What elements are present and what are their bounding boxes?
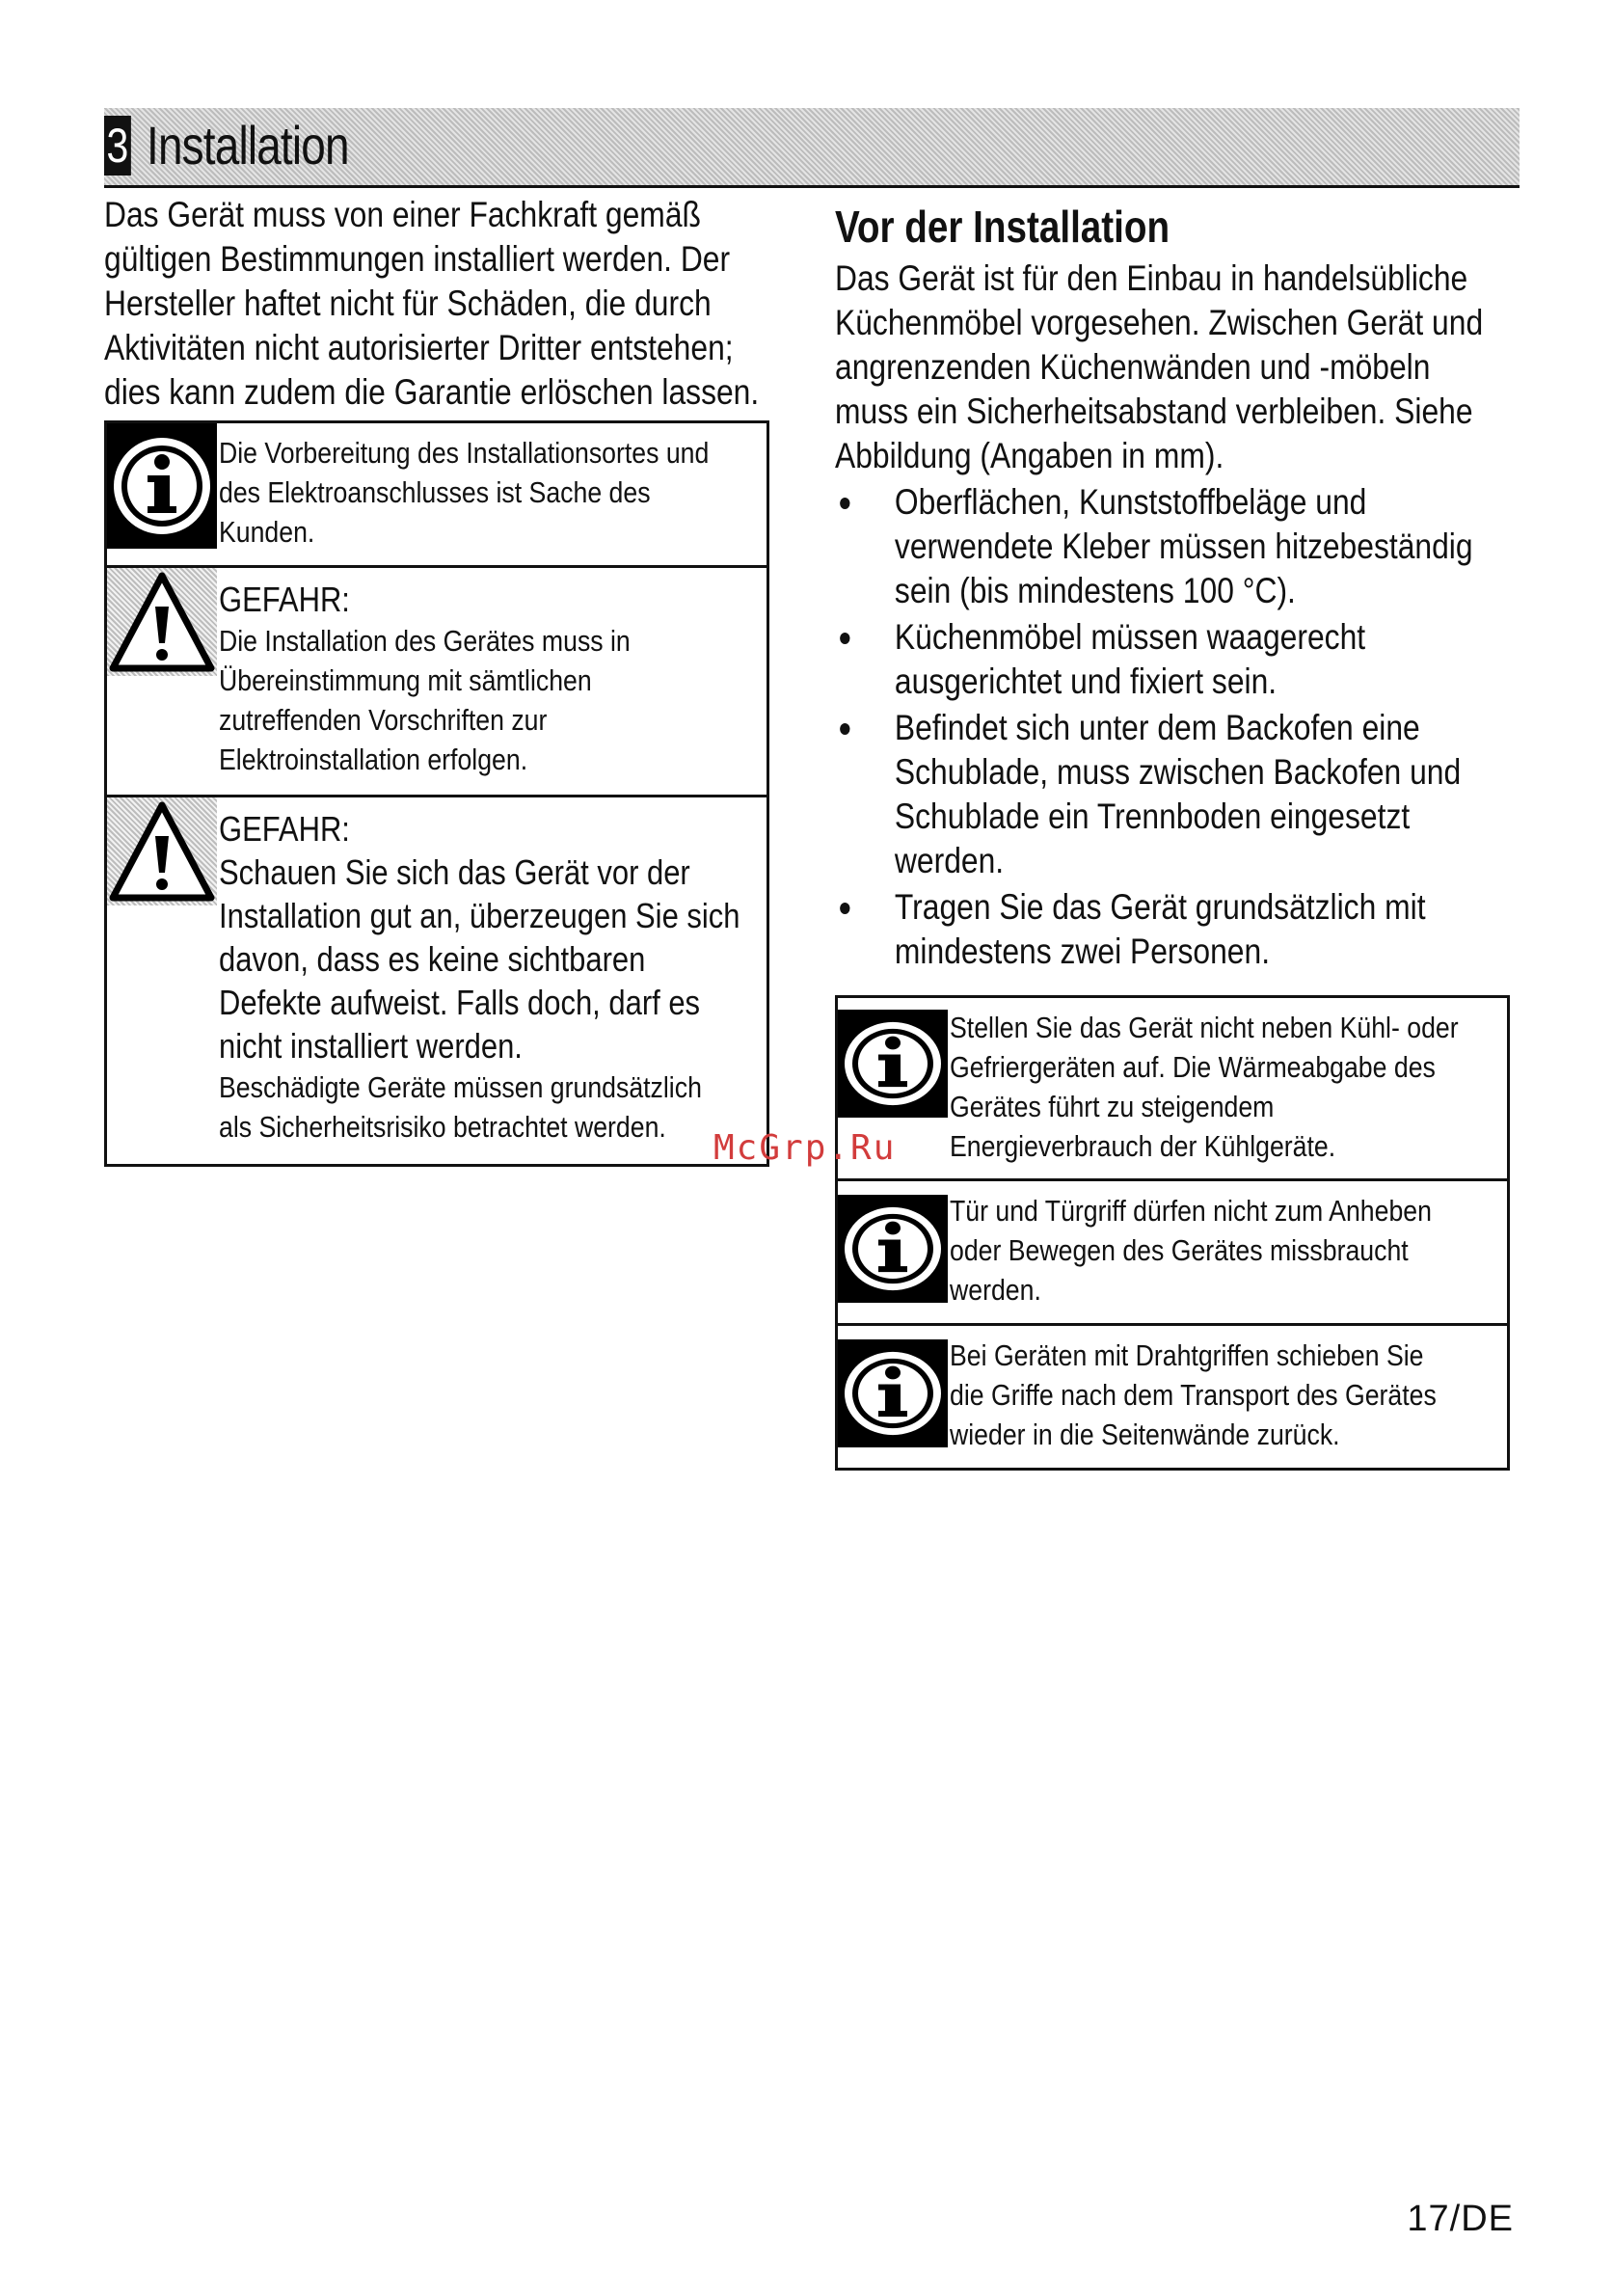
- danger-label: GEFAHR:: [219, 580, 350, 619]
- note-line: wieder in die Seitenwände zurück.: [950, 1418, 1340, 1451]
- text-line: Aktivitäten nicht autorisierter Dritter entstehen;: [104, 328, 734, 367]
- note-line: Stellen Sie das Gerät nicht neben Kühl- oder: [950, 1011, 1459, 1044]
- text-line: werden.: [894, 841, 1005, 880]
- text-line: ausgerichtet und fixiert sein.: [894, 662, 1278, 701]
- list-item: [835, 706, 1462, 883]
- text-line: verwendete Kleber müssen hitzebeständig: [894, 527, 1473, 566]
- info-box: [835, 1181, 1510, 1326]
- text-line: gültigen Bestimmungen installiert werden. Der: [104, 239, 731, 279]
- note-line: Beschädigte Geräte müssen grundsätzlich: [219, 1070, 702, 1104]
- bullet-icon: [840, 903, 849, 914]
- note-line: zutreffenden Vorschriften zur: [219, 703, 548, 737]
- note-line: Installation gut an, überzeugen Sie sich: [219, 896, 740, 935]
- info-icon: [838, 1195, 948, 1303]
- watermark: McGrp.Ru: [713, 1128, 897, 1168]
- note-line: Defekte aufweist. Falls doch, darf es: [219, 983, 701, 1022]
- text-line: Küchenmöbel müssen waagerecht: [894, 617, 1366, 657]
- text-line: Schublade ein Trennboden eingesetzt: [894, 797, 1411, 836]
- note-line: Die Vorbereitung des Installationsortes und: [219, 436, 710, 470]
- section-intro: [835, 257, 1484, 478]
- chapter-title: Installation: [147, 115, 349, 176]
- note-line: oder Bewegen des Gerätes missbraucht: [950, 1233, 1409, 1267]
- note-line: Energieverbrauch der Kühlgeräte.: [950, 1129, 1336, 1163]
- list-item: [835, 885, 1426, 974]
- note-line: nicht installiert werden.: [219, 1026, 523, 1066]
- info-box: [835, 1326, 1510, 1471]
- text-line: Abbildung (Angaben in mm).: [835, 436, 1224, 475]
- danger-box: [104, 568, 769, 797]
- warning-icon: [107, 797, 217, 905]
- info-icon: [838, 1339, 948, 1447]
- right-column: [835, 201, 1510, 1471]
- note-line: Elektroinstallation erfolgen.: [219, 743, 528, 776]
- note-line: Bei Geräten mit Drahtgriffen schieben Sie: [950, 1338, 1424, 1372]
- text-line: sein (bis mindestens 100 °C).: [894, 571, 1296, 610]
- bullet-icon: [840, 498, 849, 509]
- page-number: 17/DE: [1407, 2199, 1514, 2239]
- text-line: Das Gerät muss von einer Fachkraft gemäß: [104, 195, 701, 234]
- note-line: Gerätes führt zu steigendem: [950, 1090, 1275, 1123]
- note-line: Gefriergeräten auf. Die Wärmeabgabe des: [950, 1050, 1436, 1084]
- text-line: dies kann zudem die Garantie erlöschen lassen.: [104, 372, 760, 412]
- text-line: Schublade, muss zwischen Backofen und: [894, 752, 1462, 792]
- info-icon: [838, 1010, 948, 1118]
- note-line: werden.: [950, 1273, 1041, 1307]
- list-item: [835, 480, 1473, 613]
- note-line: die Griffe nach dem Transport des Gerätes: [950, 1378, 1437, 1412]
- text-line: Küchenmöbel vorgesehen. Zwischen Gerät und: [835, 303, 1484, 342]
- text-line: Das Gerät ist für den Einbau in handelsübliche: [835, 258, 1468, 298]
- chapter-number: 3: [104, 116, 131, 176]
- list-item: [835, 615, 1415, 704]
- note-line: Tür und Türgriff dürfen nicht zum Anheben: [950, 1194, 1432, 1228]
- note-line: als Sicherheitsrisiko betrachtet werden.: [219, 1110, 666, 1144]
- bullet-icon: [840, 723, 849, 735]
- text-line: angrenzenden Küchenwänden und -möbeln: [835, 347, 1431, 387]
- info-box: [835, 995, 1510, 1181]
- bullet-list: [835, 480, 1473, 974]
- note-line: davon, dass es keine sichtbaren: [219, 939, 646, 979]
- text-line: Befindet sich unter dem Backofen eine: [894, 708, 1420, 747]
- text-line: Tragen Sie das Gerät grundsätzlich mit: [894, 887, 1426, 927]
- text-line: Hersteller haftet nicht für Schäden, die durch: [104, 284, 712, 323]
- text-line: mindestens zwei Personen.: [894, 932, 1271, 971]
- note-line: Schauen Sie sich das Gerät vor der: [219, 852, 690, 892]
- note-line: Kunden.: [219, 515, 315, 549]
- note-line: des Elektroanschlusses ist Sache des: [219, 475, 651, 509]
- text-line: muss ein Sicherheitsabstand verbleiben. Siehe: [835, 392, 1473, 431]
- intro-paragraph: [104, 193, 760, 424]
- info-icon: [107, 423, 217, 549]
- section-title: Vor der Installation: [835, 202, 1170, 252]
- bullet-icon: [840, 633, 849, 644]
- info-box: [104, 420, 769, 568]
- danger-label: GEFAHR:: [219, 809, 350, 849]
- chapter-header: [104, 108, 1520, 188]
- warning-icon: [107, 568, 217, 676]
- danger-box: [104, 797, 769, 1167]
- left-column: [104, 193, 769, 1167]
- note-line: Übereinstimmung mit sämtlichen: [219, 663, 592, 697]
- note-line: Die Installation des Gerätes muss in: [219, 624, 631, 658]
- text-line: Oberflächen, Kunststoffbeläge und: [894, 482, 1367, 522]
